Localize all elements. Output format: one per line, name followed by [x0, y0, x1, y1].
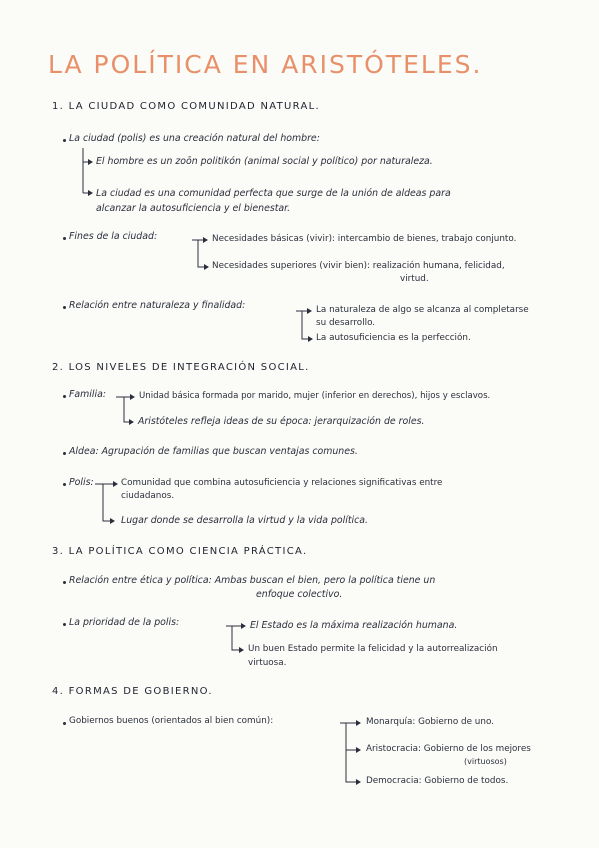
s1-bullet-2a: Necesidades básicas (vivir): intercambio de bienes, trabajo conjunto.	[212, 234, 517, 244]
bullet	[63, 452, 66, 455]
s1-bullet-2b-line1: Necesidades superiores (vivir bien): realización humana, felicidad,	[212, 261, 505, 271]
s4-bullet-1c: Democracia: Gobierno de todos.	[366, 776, 509, 786]
bullet	[63, 139, 66, 142]
s3-bullet-2: La prioridad de la polis:	[69, 617, 180, 628]
s1-bullet-2b-line2: virtud.	[400, 274, 429, 284]
s3-bullet-2b-line2: virtuosa.	[248, 658, 287, 668]
s2-bullet-3b: Lugar donde se desarrolla la virtud y la vida política.	[121, 515, 369, 526]
s2-bullet-1a: Unidad básica formada por marido, mujer (inferior en derechos), hijos y esclavos.	[139, 391, 491, 401]
s1-bullet-1b-line2: alcanzar la autosuficiencia y el bienestar.	[96, 203, 291, 214]
s4-bullet-1: Gobiernos buenos (orientados al bien común):	[69, 716, 274, 726]
bullet	[63, 483, 66, 486]
s1-bullet-1b-line1: La ciudad es una comunidad perfecta que surge de la unión de aldeas para	[96, 188, 451, 199]
s2-bullet-3a-line1: Comunidad que combina autosuficiencia y relaciones significativas entre	[121, 478, 443, 488]
s1-bullet-1a: El hombre es un zoōn politikón (animal social y político) por naturaleza.	[96, 156, 433, 167]
bullet	[63, 722, 66, 725]
s1-bullet-3a-line1: La naturaleza de algo se alcanza al completarse	[316, 305, 529, 315]
bullet	[63, 581, 66, 584]
s1-bullet-3a-line2: su desarrollo.	[316, 318, 376, 328]
s1-bullet-1: La ciudad (polis) es una creación natural del hombre:	[69, 133, 320, 144]
s4-bullet-1b-line2: (virtuosos)	[464, 757, 507, 766]
bullet	[63, 395, 66, 398]
s2-bullet-1: Familia:	[69, 389, 106, 400]
bullet	[63, 306, 66, 309]
section-4-heading: 4. FORMAS DE GOBIERNO.	[52, 686, 213, 697]
s3-bullet-2a: El Estado es la máxima realización humana.	[250, 620, 458, 631]
bullet	[63, 237, 66, 240]
s2-bullet-3a-line2: ciudadanos.	[121, 491, 175, 501]
bullet	[63, 623, 66, 626]
section-1-heading: 1. LA CIUDAD COMO COMUNIDAD NATURAL.	[52, 101, 320, 112]
s3-bullet-1-line2: enfoque colectivo.	[256, 589, 343, 600]
s1-bullet-3: Relación entre naturaleza y finalidad:	[69, 300, 246, 311]
s4-bullet-1b-line1: Aristocracia: Gobierno de los mejores	[366, 744, 531, 754]
page-title: LA POLÍTICA EN ARISTÓTELES.	[48, 50, 483, 79]
s2-bullet-3: Polis:	[69, 477, 94, 488]
section-3-heading: 3. LA POLÍTICA COMO CIENCIA PRÁCTICA.	[52, 546, 308, 557]
s1-bullet-2: Fines de la ciudad:	[69, 231, 158, 242]
s1-bullet-3b: La autosuficiencia es la perfección.	[316, 333, 471, 343]
s3-bullet-2b-line1: Un buen Estado permite la felicidad y la autorrealización	[248, 644, 498, 654]
s4-bullet-1a: Monarquía: Gobierno de uno.	[366, 717, 494, 727]
s3-bullet-1-line1: Relación entre ética y política: Ambas buscan el bien, pero la política tiene un	[69, 575, 436, 586]
s2-bullet-2: Aldea: Agrupación de familias que buscan ventajas comunes.	[69, 446, 358, 457]
s2-bullet-1b: Aristóteles refleja ideas de su época: jerarquización de roles.	[138, 416, 425, 427]
section-2-heading: 2. LOS NIVELES DE INTEGRACIÓN SOCIAL.	[52, 362, 310, 373]
